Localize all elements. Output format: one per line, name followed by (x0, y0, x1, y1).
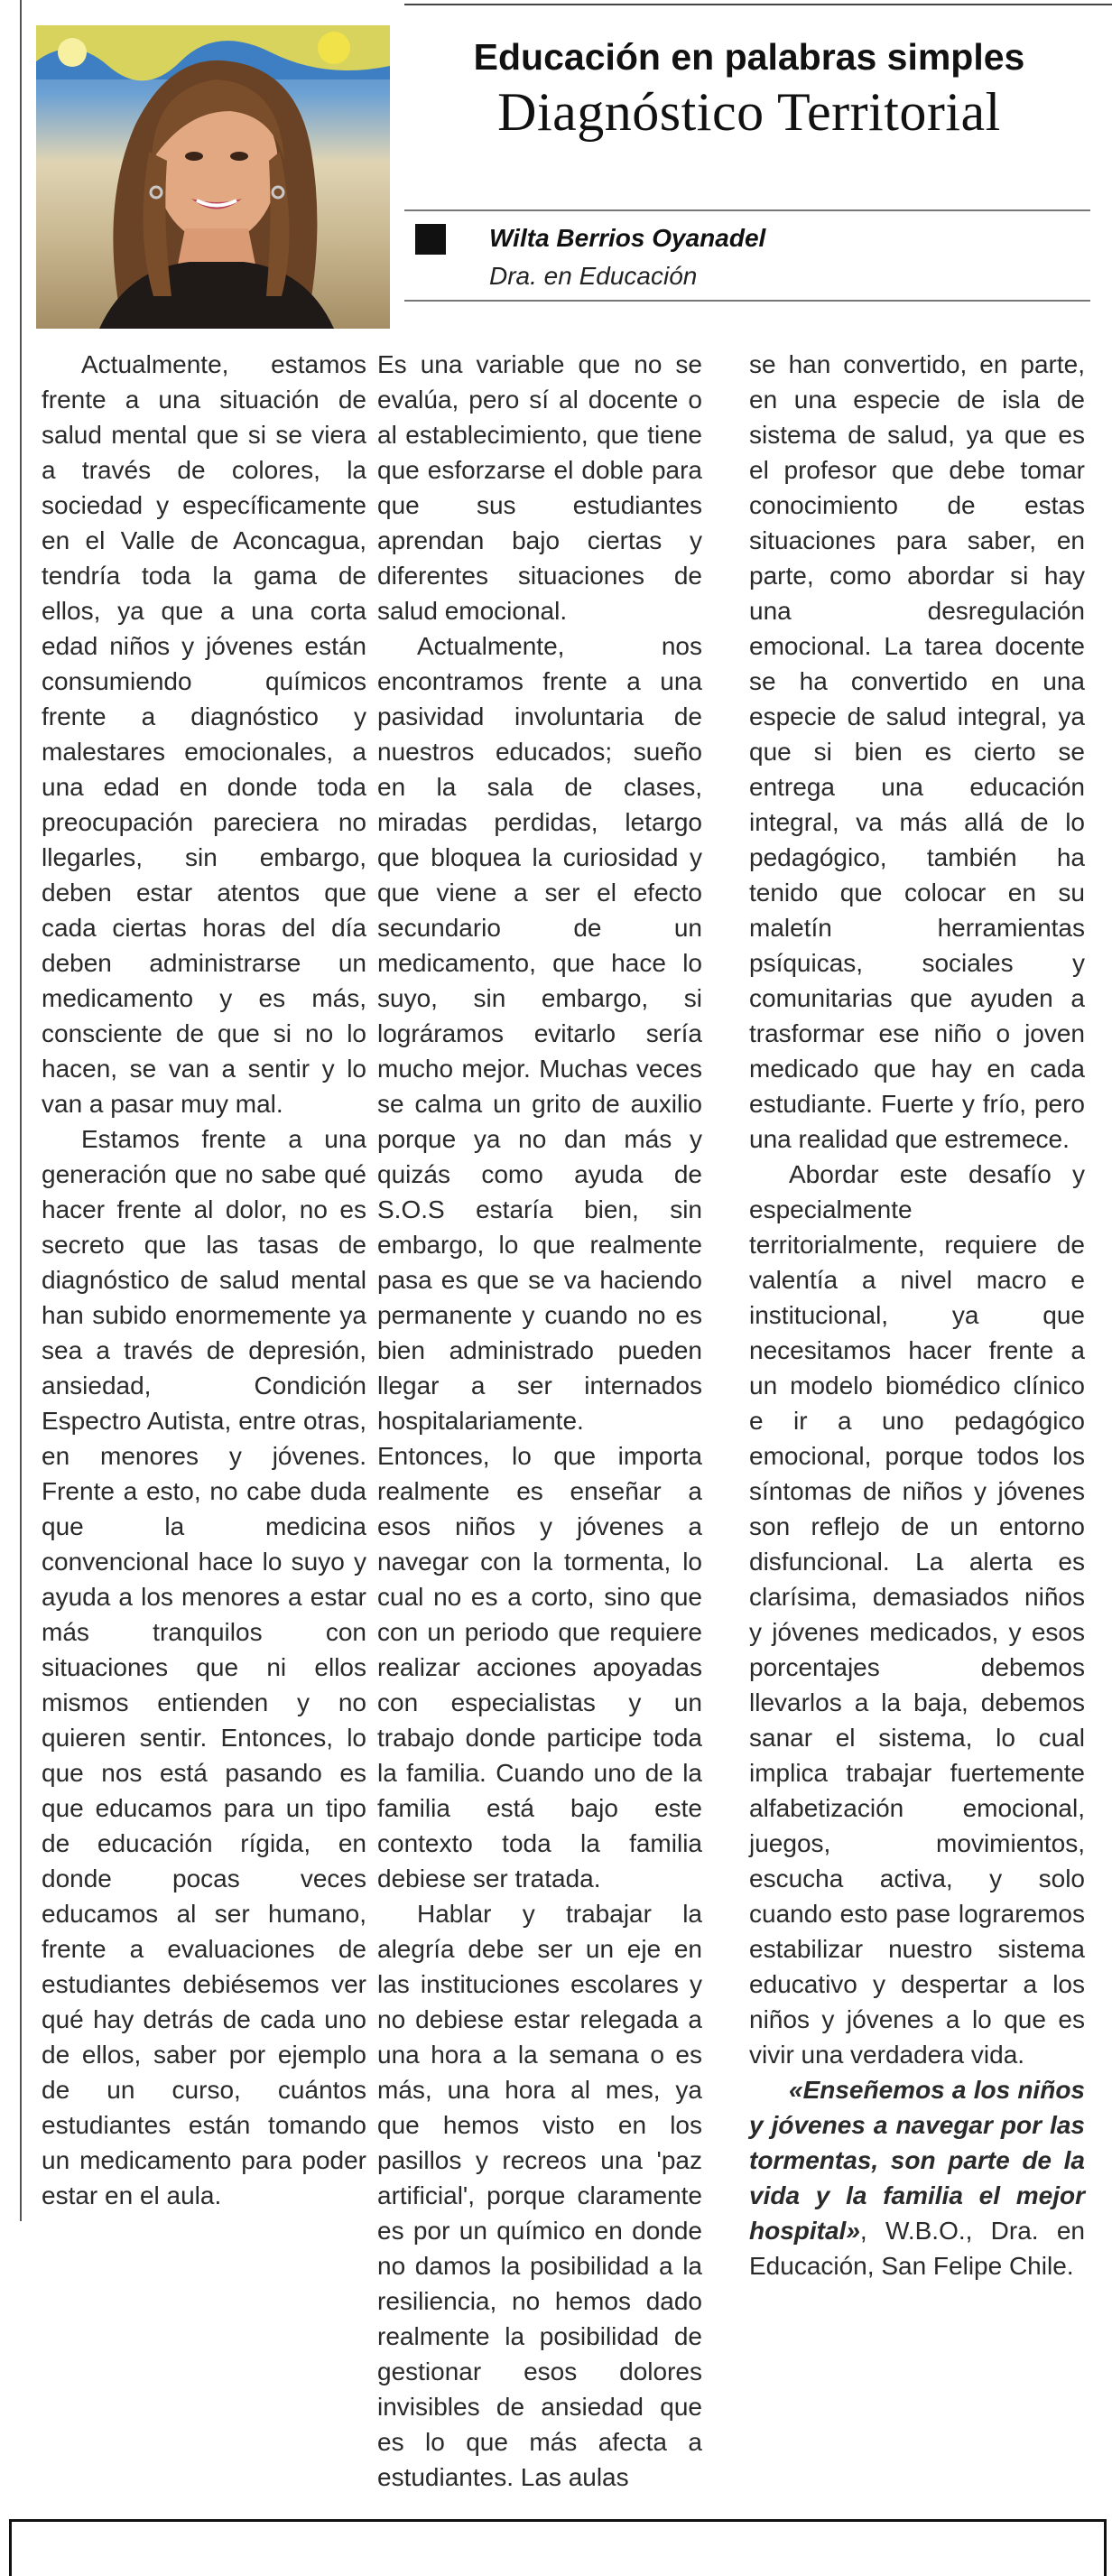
pull-quote: «Enseñemos a los niños y jóvenes a navegar por las tormentas, son parte de la vida y la familia el mejor hospital» (749, 2076, 1085, 2245)
article-kicker: Educación en palabras simples (473, 36, 1025, 78)
paragraph: se han convertido, en parte, en una especie de isla de sistema de salud, ya que es el profesor que debe tomar conocimiento de estas situaciones para saber, en parte, como abordar si hay una desregulación emocional. La tarea docente se ha convertido en una especie de salud integral, ya que si bien es cierto se entrega una educación integral, va más allá de lo pedagógico, también ha tenido que colocar en su maletín herramientas psíquicas, sociales y comunitarias que ayuden a trasformar ese niño o joven medicado que hay en cada estudiante. Fuerte y frío, pero una realidad que estremece. (749, 350, 1085, 1153)
next-article-box (9, 2519, 1107, 2576)
byline-top-rule (404, 209, 1090, 211)
article-column-3 (749, 347, 1085, 2283)
byline-bottom-rule (404, 300, 1090, 302)
article-column-2 (377, 347, 702, 2495)
paragraph: Abordar este desafío y especialmente territorialmente, requiere de valentía a nivel macro e institucional, ya que necesitamos hacer frente a un modelo biomédico clínico e ir a uno pedagógico emocional, porque todos los síntomas de niños y jóvenes son reflejo de un entorno disfuncional. La alerta es clarísima, demasiados niños y jóvenes medicados, y esos porcentajes debemos llevarlos a la baja, debemos sanar el sistema, lo cual implica trabajar fuertemente alfabetización emocional, juegos, movimientos, escucha activa, y solo cuando esto pase lograremos estabilizar nuestro sistema educativo y despertar a los niños y jóvenes a lo que es vivir una verdadera vida. (749, 1160, 1085, 2069)
signature: , W.B.O., Dra. en Educación, San Felipe Chile. (749, 2217, 1085, 2280)
article-headline: Diagnóstico Territorial (497, 82, 1001, 142)
paragraph: Actualmente, estamos frente a una situación de salud mental que si se viera a través de colores, la sociedad y específicamente en el Valle de Aconcagua, tendría toda la gama de ellos, ya que a una corta edad niños y jóvenes están consumiendo químicos frente a diagnóstico y malestares emocionales, a una edad en donde toda preocupación pareciera no llegarles, sin embargo, deben estar atentos que cada ciertas horas del día deben administrarse un medicamento y es más, consciente de que si no lo hacen, se van a sentir y lo van a pasar muy mal. (42, 350, 366, 1118)
paragraph: Hablar y trabajar la alegría debe ser un eje en las instituciones escolares y no debiese estar relegada a una hora a la semana o es más, una hora al mes, ya que hemos visto en los pasillos y recreos una 'paz artificial', porque claramente es por un químico en donde no damos la posibilidad a la resiliencia, no hemos dado realmente la posibilidad de gestionar esos dolores invisibles de ansiedad que es lo que más afecta a estudiantes. Las aulas (377, 1900, 702, 2491)
left-column-rule (20, 0, 22, 2221)
paragraph: Estamos frente a una generación que no sabe qué hacer frente al dolor, no es secreto que las tasas de diagnóstico de salud mental han subido enormemente ya sea a través de depresión, ansiedad, Condición Espectro Autista, entre otras, en menores y jóvenes. Frente a esto, no cabe duda que la medicina convencional hace lo suyo y ayuda a los menores a estar más tranquilos con situaciones que ni ellos mismos entienden y no quieren sentir. Entonces, lo que nos está pasando es que educamos para un tipo de educación rígida, en donde pocas veces educamos al ser humano, frente a evaluaciones de estudiantes debiésemos ver qué hay detrás de cada uno de ellos, saber por ejemplo de un curso, cuántos estudiantes están tomando un medicamento para poder estar en el aula. (42, 1125, 366, 2209)
author-name: Wilta Berrios Oyanadel (489, 224, 766, 252)
author-photo (36, 25, 390, 329)
byline-square-icon (415, 224, 446, 255)
article-column-1 (42, 347, 366, 2213)
paragraph: Actualmente, nos encontramos frente a una pasividad involuntaria de nuestros educados; sueño en la sala de clases, miradas perdidas, letargo que bloquea la curiosidad y que viene a ser el efecto secundario de un medicamento, que hace lo suyo, sin embargo, si lográramos evitarlo sería mucho mejor. Muchas veces se calma un grito de auxilio porque ya no dan más y quizás como ayuda de S.O.S estaría bien, sin embargo, lo que realmente pasa es que se va haciendo permanente y cuando no es bien administrado pueden llegar a ser internados hospitalariamente. Entonces, lo que importa realmente es enseñar a esos niños y jóvenes a navegar con la tormenta, lo cual no es a corto, sino que con un periodo que requiere realizar acciones apoyadas con especialistas y un trabajo donde participe toda la familia. Cuando uno de la familia está bajo este contexto toda la familia debiese ser tratada. (377, 632, 702, 1892)
paragraph: Es una variable que no se evalúa, pero sí al docente o al establecimiento, que tiene que esforzarse el doble para que sus estudiantes aprendan bajo ciertas y diferentes situaciones de salud emocional. (377, 350, 702, 625)
author-title: Dra. en Educación (489, 262, 698, 290)
closing-paragraph (749, 2072, 1085, 2283)
top-rule (404, 4, 1112, 5)
